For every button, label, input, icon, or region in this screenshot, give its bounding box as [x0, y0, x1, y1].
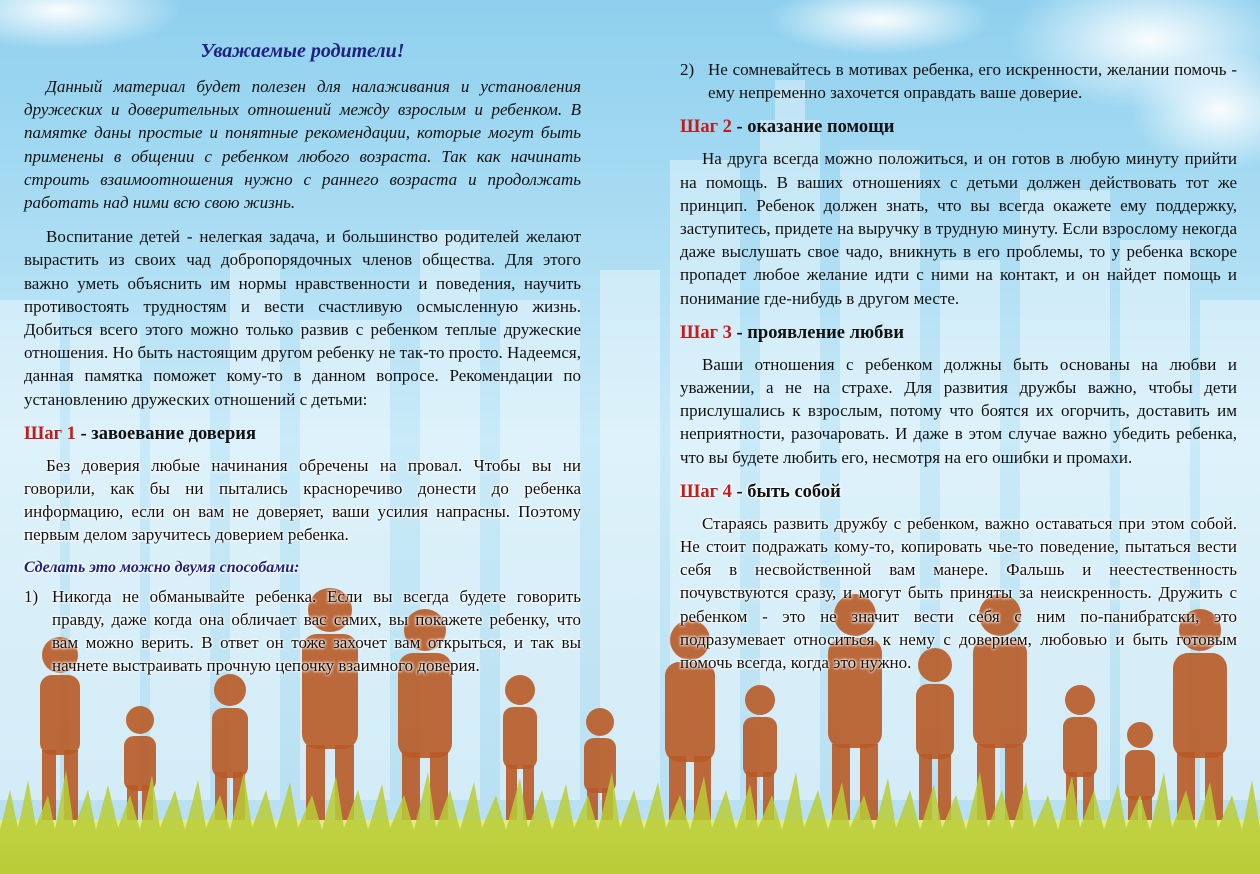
- list-item: [680, 58, 1237, 104]
- step2-text: На друга всегда можно положиться, и он готов в любую минуту прийти на помощь. В ваших отношениях с детьми должен действовать тот же принцип. Ребенок должен знать, что вы всегда окажете ему поддержку, заступитесь, придете на выручку в трудную минуту. Если взрослому некогда даже выслушать свое чадо, вникнуть в его проблемы, то у ребенка вскоре пропадет любое желание идти с ними на контакт, и он найдет помощь и понимание где-нибудь в другом месте.: [680, 149, 1237, 308]
- step2-heading: [680, 117, 1237, 138]
- step1-title: - завоевание доверия: [75, 423, 256, 444]
- step3-title: - проявление любви: [731, 322, 905, 343]
- left-column: [24, 40, 581, 677]
- step2-label: Шаг 2: [680, 117, 732, 138]
- step3-heading: [680, 323, 1237, 344]
- page-title: Уважаемые родители!: [200, 40, 405, 62]
- step1-heading: [24, 424, 581, 445]
- step1-list: [24, 585, 581, 678]
- right-column: [680, 58, 1237, 674]
- step4-title: - быть собой: [731, 481, 841, 502]
- step4-label: Шаг 4: [680, 481, 732, 502]
- step3-text: Ваши отношения с ребенком должны быть основаны на любви и уважении, а не на страхе. Для развития дружбы важно, чтобы дети прислушались к взрослым, потому что боятся их огорчить, доставить им неприятности, разочаровать. И даже в этом случае важно убедить ребенка, что вы будете любить его, несмотря на его ошибки и промахи.: [680, 354, 1237, 467]
- step2-title: - оказание помощи: [731, 117, 895, 138]
- list-item-number: 1): [24, 586, 39, 606]
- step1-list-continued: [680, 58, 1237, 104]
- step4-text: Стараясь развить дружбу с ребенком, важно оставаться при этом собой. Не стоит подражать кому-то, копировать чье-то поведение, пытаться вести себя в несвойственной вам манере. Фальшь и неестественность почувствуются сразу, и могут быть приняты за неискренность. Дружить с ребенком - это не значит вести себя с ним по-панибратски, это подразумевает относиться к нему с доверием, любовью и быть готовым помочь всегда, когда это нужно.: [680, 513, 1237, 673]
- step4-heading: [680, 482, 1237, 503]
- list-item-number: 2): [680, 60, 695, 79]
- upbringing-paragraph: Воспитание детей - нелегкая задача, и большинство родителей желают вырастить из своих чад добропорядочных членов общества. Для этого важно уметь объяснить им нормы нравственности и поведения, научить противостоять трудностям и вести счастливую осмысленную жизнь. Добиться всего этого можно только развив с ребенком теплые дружеские отношения. Но быть настоящим другом ребенку не так-то просто. Надеемся, данная памятка поможет кому-то в данном вопросе. Рекомендации по установлению дружеских отношений с детьми:: [24, 227, 581, 409]
- step1-text: Без доверия любые начинания обречены на провал. Чтобы вы ни говорили, как бы ни пытались красноречиво донести до ребенка информацию, если он вам не доверяет, ваши усилия напрасны. Поэтому первым делом заручитесь доверием ребенка.: [24, 455, 581, 545]
- list-item: [24, 585, 581, 678]
- intro-paragraph: Данный материал будет полезен для налаживания и установления дружеских и доверительных отношений между взрослым и ребенком. В памятке даны простые и понятные рекомендации, которые могут быть применены в общении с ребенком любого возраста. Так как начинать строить взаимоотношения нужно с раннего возраста и продолжать работать над ними всю свою жизнь.: [24, 77, 581, 213]
- list-item-text: Не сомневайтесь в мотивах ребенка, его искренности, желании помочь - ему непременно захочется оправдать ваше доверие.: [708, 60, 1237, 103]
- step3-label: Шаг 3: [680, 322, 732, 343]
- step1-label: Шаг 1: [24, 423, 76, 444]
- list-item-text: Никогда не обманывайте ребенка. Если вы всегда будете говорить правду, даже когда она обличает вас самих, вы покажете ребенку, что вам можно верить. В ответ он тоже захочет вам открыться, и так вы начнете выстраивать прочную цепочку взаимного доверия.: [52, 586, 581, 676]
- step1-subheading: Сделать это можно двумя способами:: [24, 558, 300, 576]
